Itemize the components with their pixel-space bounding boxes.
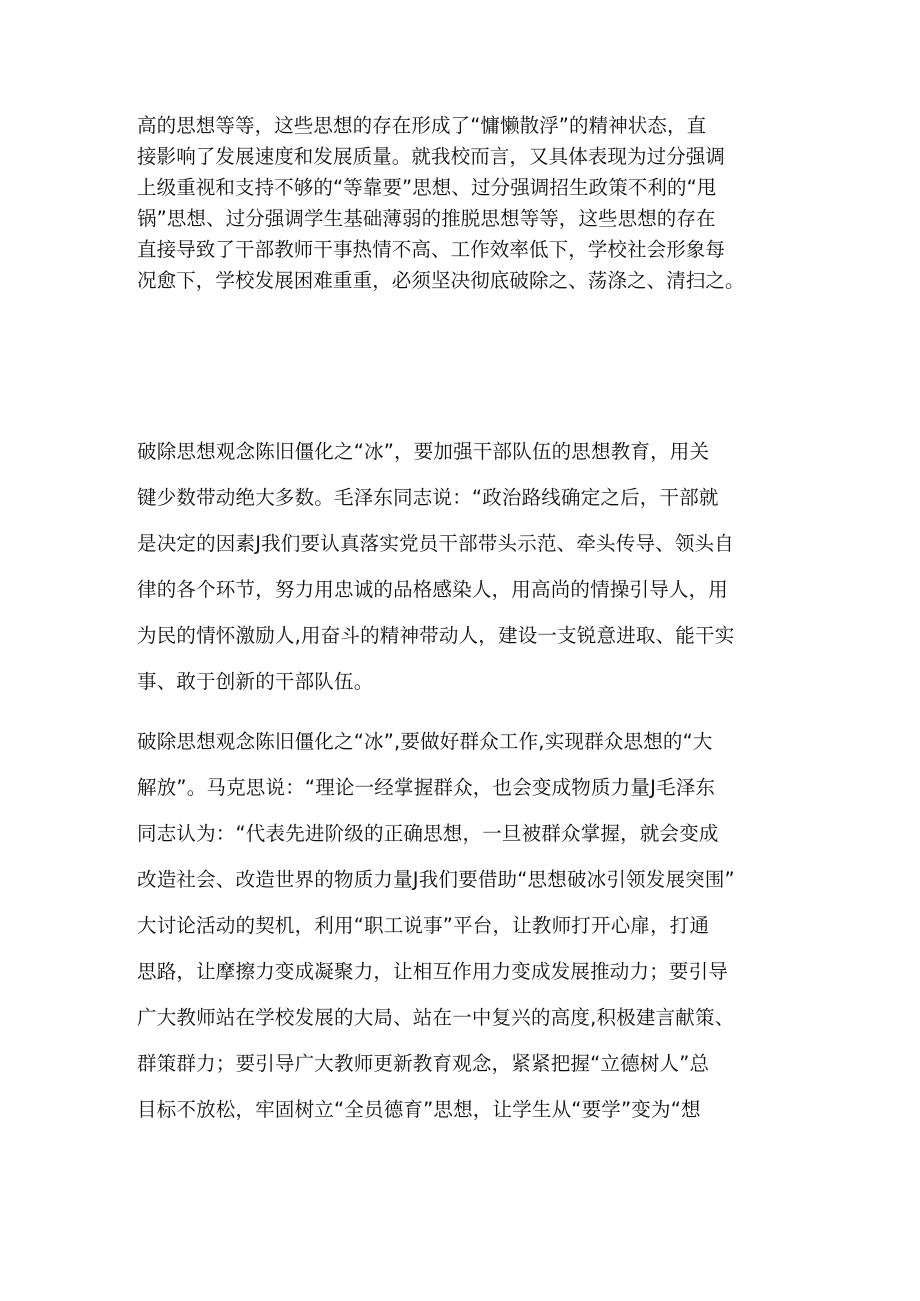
paragraph-line: 大讨论活动的契机，利用“职工说事”平台，让教师打开心扉，打通 [137, 914, 710, 937]
paragraph-line: 破除思想观念陈旧僵化之“冰”,要做好群众工作,实现群众思想的“大 [137, 730, 713, 753]
paragraph-line: 同志认为：“代表先进阶级的正确思想，一旦被群众掌握，就会变成 [137, 822, 719, 845]
paragraph-line: 为民的情怀激励人,用奋斗的精神带动人，建设一支锐意进取、能干实 [137, 624, 735, 647]
paragraph-line: 接影响了发展速度和发展质量。就我校而言，又具体表现为过分强调 [137, 145, 726, 168]
paragraph-line: 高的思想等等，这些思想的存在形成了“慵懒散浮”的精神状态，直 [137, 114, 707, 137]
paragraph-line: 广大教师站在学校发展的大局、站在一中复兴的高度,积极建言献策、 [137, 1006, 735, 1029]
paragraph-line: 破除思想观念陈旧僵化之“冰”，要加强干部队伍的思想教育，用关 [137, 440, 710, 463]
paragraph-line: 改造社会、改造世界的物质力量J我们要借助“思想破冰引领发展突围” [137, 868, 735, 891]
paragraph-line: 目标不放松，牢固树立“全员德育”思想，让学生从“要学”变为“想 [137, 1098, 701, 1121]
paragraph-line: 是决定的因素J我们要认真落实党员干部带头示范、牵头传导、领头自 [137, 532, 734, 555]
paragraph-line: 事、敢于创新的干部队伍。 [137, 670, 374, 693]
paragraph-line: 上级重视和支持不够的“等靠要”思想、过分强调招生政策不利的“甩 [137, 176, 717, 199]
paragraph-line: 解放”。马克思说：“理论一经掌握群众，也会变成物质力量J毛泽东 [137, 776, 716, 799]
paragraph-line: 况愈下，学校发展困难重重，必须坚决彻底破除之、荡涤之、清扫之。 [137, 269, 745, 292]
paragraph-line: 群策群力；要引导广大教师更新教育观念，紧紧把握“立德树人”总 [137, 1052, 710, 1075]
paragraph-line: 律的各个环节，努力用忠诚的品格感染人，用高尚的情操引导人，用 [137, 578, 729, 601]
paragraph-line: 直接导致了干部教师干事热情不高、工作效率低下，学校社会形象每 [137, 238, 726, 261]
paragraph-line: 键少数带动绝大多数。毛泽东同志说：“政治路线确定之后，干部就 [137, 486, 719, 509]
paragraph-line: 锅”思想、过分强调学生基础薄弱的推脱思想等等，这些思想的存在 [137, 207, 716, 230]
paragraph-line: 思路，让摩擦力变成凝聚力，让相互作用力变成发展推动力；要引导 [137, 960, 729, 983]
